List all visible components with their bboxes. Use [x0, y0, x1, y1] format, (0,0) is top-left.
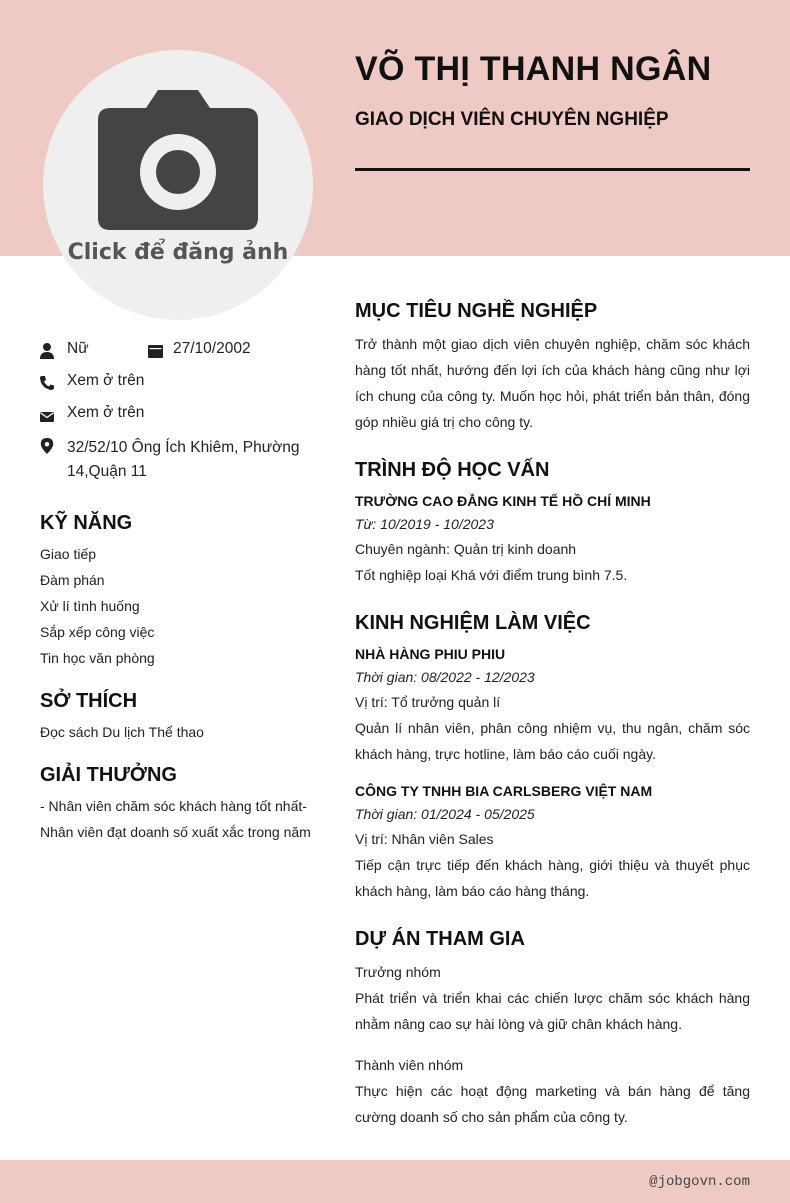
left-column	[40, 340, 320, 845]
skill-item: Tin học văn phòng	[40, 650, 155, 666]
skill-item: Sắp xếp công việc	[40, 624, 155, 640]
job-position: Vị trí: Nhân viên Sales	[355, 831, 494, 847]
skill-item: Xử lí tình huống	[40, 598, 140, 614]
skill-item: Đàm phán	[40, 572, 105, 588]
photo-upload[interactable]	[43, 50, 313, 320]
job-entry	[355, 643, 750, 767]
job-title: GIAO DỊCH VIÊN CHUYÊN NGHIỆP	[355, 109, 669, 130]
education-heading: TRÌNH ĐỘ HỌC VẤN	[355, 459, 550, 481]
job-period: Thời gian: 01/2024 - 05/2025	[355, 806, 535, 822]
email-row	[40, 404, 320, 436]
education-result: Tốt nghiệp loại Khá với điểm trung bình 7.5.	[355, 567, 628, 583]
objective-text: Trở thành một giao dịch viên chuyên nghiệp, chăm sóc khách hàng tốt nhất, hướng đến lợi ích của khách hàng cũng như lợi ích chung của công ty. Muốn học hỏi, phát triển bản thân, đóng góp nhiều giá trị cho công ty.	[355, 336, 750, 430]
photo-upload-label: Click để đăng ảnh	[67, 240, 289, 265]
address-value: 32/52/10 Ông Ích Khiêm, Phường 14,Quận 11	[67, 439, 300, 480]
email-value: Xem ở trên	[67, 404, 145, 421]
title-divider	[355, 168, 750, 171]
experience-heading: KINH NGHIỆM LÀM VIỆC	[355, 612, 591, 634]
education-major: Chuyên ngành: Quản trị kinh doanh	[355, 541, 577, 557]
footer-watermark: @jobgovn.com	[649, 1174, 750, 1190]
job-entry	[355, 780, 750, 904]
job-period: Thời gian: 08/2022 - 12/2023	[355, 669, 535, 685]
right-column	[355, 300, 750, 1130]
job-position: Vị trí: Tổ trưởng quản lí	[355, 694, 501, 710]
project-description: Thực hiện các hoạt động marketing và bán hàng để tăng cường doanh số cho sản phẩm của công ty.	[355, 1083, 750, 1125]
address-row	[40, 436, 320, 484]
awards-heading: GIẢI THƯỞNG	[40, 764, 177, 786]
phone-value: Xem ở trên	[67, 372, 145, 389]
objective-heading: MỤC TIÊU NGHỀ NGHIỆP	[355, 300, 598, 322]
skill-item: Giao tiếp	[40, 546, 97, 562]
hobbies-heading: SỞ THÍCH	[40, 690, 138, 712]
projects-heading: DỰ ÁN THAM GIA	[355, 928, 525, 950]
awards-text: - Nhân viên chăm sóc khách hàng tốt nhất- Nhân viên đạt doanh số xuất xắc trong năm	[40, 798, 311, 840]
project-role: Thành viên nhóm	[355, 1057, 464, 1073]
hobbies-text: Đọc sách Du lịch Thể thao	[40, 724, 204, 740]
job-company: NHÀ HÀNG PHIU PHIU	[355, 646, 506, 662]
project-entry	[355, 1052, 750, 1130]
camera-icon	[98, 90, 258, 230]
school-name: TRƯỜNG CAO ĐẲNG KINH TẾ HỒ CHÍ MINH	[355, 493, 651, 509]
skills-list	[40, 541, 320, 671]
skills-heading: KỸ NĂNG	[40, 512, 133, 534]
project-description: Phát triển và triển khai các chiến lược chăm sóc khách hàng nhằm nâng cao sự hài lòng và giữ chân khách hàng.	[355, 990, 750, 1032]
education-period: Từ: 10/2019 - 10/2023	[355, 516, 494, 532]
candidate-name: VÕ THỊ THANH NGÂN	[355, 50, 712, 88]
project-role: Trưởng nhóm	[355, 964, 441, 980]
job-company: CÔNG TY TNHH BIA CARLSBERG VIỆT NAM	[355, 783, 653, 799]
birthdate-value: 27/10/2002	[173, 340, 251, 357]
project-entry	[355, 959, 750, 1037]
mail-icon	[40, 407, 54, 423]
job-description: Tiếp cận trực tiếp đến khách hàng, giới thiệu và thuyết phục khách hàng, làm báo cáo hàng tháng.	[355, 857, 750, 899]
gender-value: Nữ	[67, 340, 89, 357]
map-pin-icon	[40, 438, 54, 454]
job-description: Quản lí nhân viên, phân công nhiệm vụ, thu ngân, chăm sóc khách hàng, trực hotline, làm báo cáo cuối ngày.	[355, 720, 750, 762]
phone-icon	[40, 375, 54, 391]
gender-birth-row	[40, 340, 320, 372]
calendar-icon	[148, 344, 163, 358]
person-icon	[40, 343, 54, 359]
phone-row	[40, 372, 320, 404]
